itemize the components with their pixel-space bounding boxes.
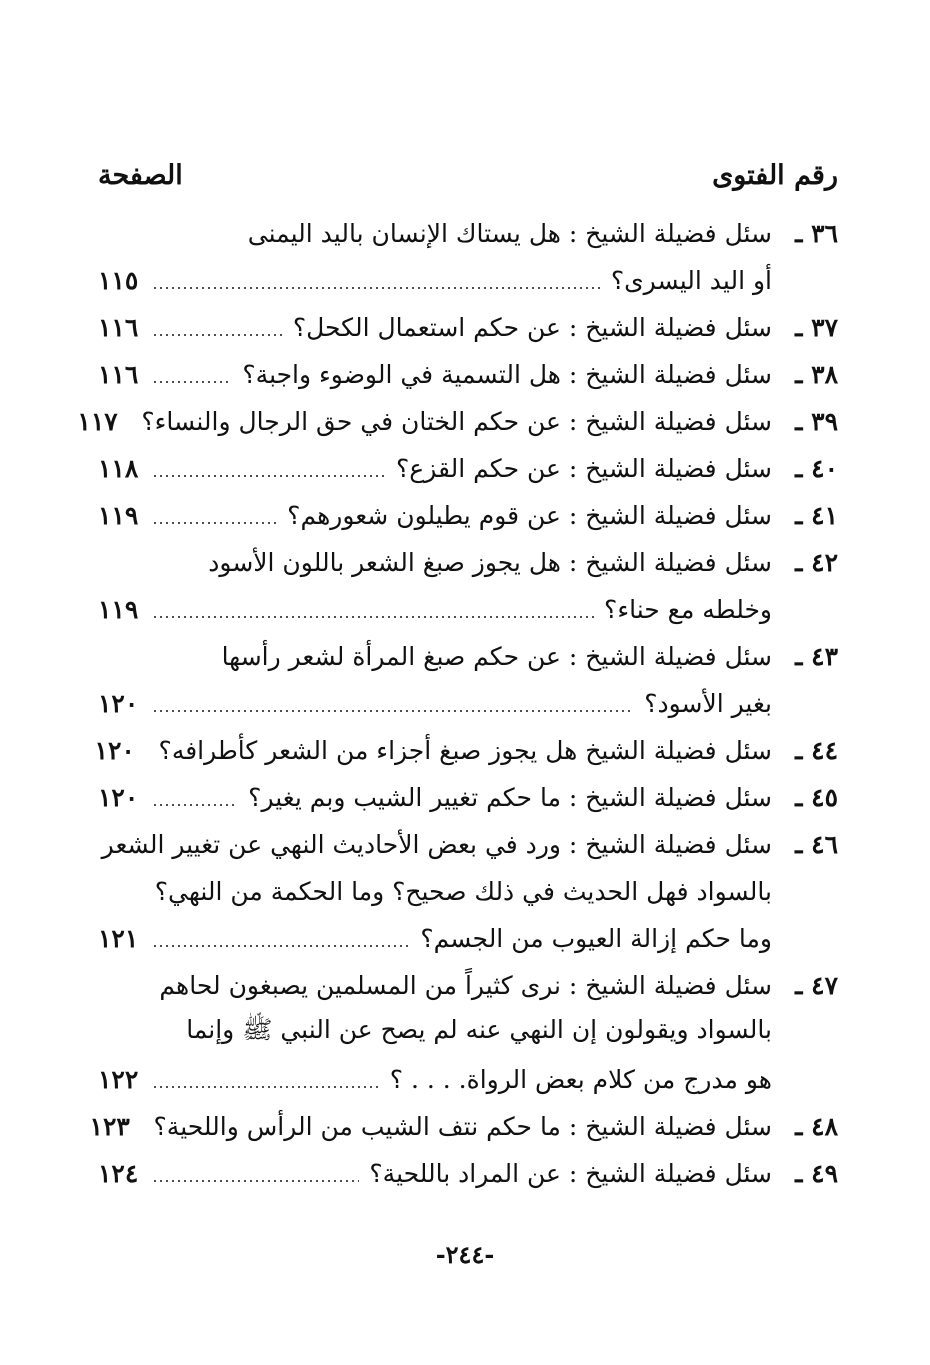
dot-leader	[152, 945, 410, 947]
fatwa-question-text: سئل فضيلة الشيخ : ورد في بعض الأحاديث النهي عن تغيير الشعر	[101, 830, 772, 859]
page-reference: ١١٦	[98, 360, 139, 389]
fatwa-number: ٤٩ ـ	[795, 1159, 838, 1188]
toc-header	[98, 152, 838, 198]
page-number: -٢٤٤-	[435, 1240, 495, 1269]
fatwa-number: ٤١ ـ	[795, 501, 838, 530]
toc-entry-line	[98, 586, 838, 633]
toc-entry-line	[94, 727, 838, 774]
page-reference: ١٢٤	[98, 1159, 139, 1188]
page-reference: ١٢٢	[98, 1065, 139, 1094]
page-reference: ١١٨	[98, 454, 139, 483]
dot-leader	[152, 1086, 380, 1088]
page-reference: ١١٩	[98, 595, 139, 624]
fatwa-number: ٤٨ ـ	[795, 1112, 838, 1141]
fatwa-number: ٣٧ ـ	[795, 313, 838, 342]
fatwa-question-text: سئل فضيلة الشيخ : هل التسمية في الوضوء واجبة؟	[242, 360, 772, 389]
fatwa-question-text: سئل فضيلة الشيخ : عن المراد باللحية؟	[369, 1159, 772, 1188]
fatwa-number: ٣٦ ـ	[795, 219, 838, 248]
dot-leader	[152, 710, 634, 712]
fatwa-number: ٤٤ ـ	[795, 736, 838, 765]
fatwa-question-text: أو اليد اليسرى؟	[610, 266, 772, 295]
dot-leader	[152, 616, 594, 618]
toc-entry-line	[98, 257, 838, 304]
toc-entry-line	[98, 1056, 838, 1103]
fatwa-number: ٣٨ ـ	[795, 360, 838, 389]
dot-leader	[152, 1180, 359, 1182]
toc-entry-line	[77, 398, 838, 445]
dot-leader	[152, 287, 601, 289]
toc-entry-line	[98, 1009, 838, 1056]
fatwa-question-text: سئل فضيلة الشيخ : عن قوم يطيلون شعورهم؟	[287, 501, 772, 530]
toc-entry-line	[98, 304, 838, 351]
dot-leader	[152, 475, 386, 477]
fatwa-number: ٤٧ ـ	[795, 971, 838, 1000]
toc-entry-line	[98, 915, 838, 962]
fatwa-question-text: سئل فضيلة الشيخ : عن حكم القزع؟	[396, 454, 772, 483]
toc-entry-line	[98, 821, 838, 868]
fatwa-question-text: سئل فضيلة الشيخ : عن حكم صبغ المرأة لشعر رأسها	[221, 642, 772, 671]
fatwa-question-text: سئل فضيلة الشيخ : ما حكم تغيير الشيب وبم يغير؟	[248, 783, 772, 812]
toc-entry-line	[98, 210, 838, 257]
toc-entry-line	[98, 633, 838, 680]
toc-entry-line	[89, 1103, 838, 1150]
fatwa-question-text: سئل فضيلة الشيخ : نرى كثيراً من المسلمين يصبغون لحاهم	[159, 971, 772, 1000]
page-reference: ١٢٣	[89, 1112, 130, 1141]
fatwa-number: ٤٦ ـ	[795, 830, 838, 859]
fatwa-question-text: سئل فضيلة الشيخ : هل يجوز صبغ الشعر باللون الأسود	[208, 548, 772, 577]
page-column-heading: الصفحة	[98, 159, 183, 191]
toc-entry-line	[98, 868, 838, 915]
fatwa-question-text: بالسواد فهل الحديث في ذلك صحيح؟ وما الحكمة من النهي؟	[154, 877, 772, 906]
page-reference: ١٢٠	[94, 736, 135, 765]
fatwa-question-text: بالسواد ويقولون إن النهي عنه لم يصح عن النبي ﷺ وإنما	[186, 1015, 772, 1044]
fatwa-question-text: سئل فضيلة الشيخ : عن حكم استعمال الكحل؟	[292, 313, 772, 342]
fatwa-number: ٤٣ ـ	[795, 642, 838, 671]
fatwa-number: ٤٢ ـ	[795, 548, 838, 577]
fatwa-question-text: سئل فضيلة الشيخ : عن حكم الختان في حق الرجال والنساء؟	[141, 407, 772, 436]
toc-entry-line	[98, 962, 838, 1009]
page-reference: ١٢٠	[98, 689, 139, 718]
fatwa-question-text: سئل فضيلة الشيخ هل يجوز صبغ أجزاء من الشعر كأطرافه؟	[158, 736, 772, 765]
fatwa-question-text: سئل فضيلة الشيخ : هل يستاك الإنسان باليد اليمنى	[247, 219, 772, 248]
fatwa-number-heading: رقم الفتوى	[712, 159, 838, 191]
toc-entry-line	[98, 445, 838, 492]
page-reference: ١٢٠	[98, 783, 139, 812]
fatwa-question-text: سئل فضيلة الشيخ : ما حكم نتف الشيب من الرأس واللحية؟	[153, 1112, 772, 1141]
dot-leader	[152, 804, 238, 806]
toc-entry-line	[98, 774, 838, 821]
page-reference: ١١٦	[98, 313, 139, 342]
fatwa-question-text: وما حكم إزالة العيوب من الجسم؟	[420, 924, 772, 953]
fatwa-question-text: هو مدرج من كلام بعض الرواة. . . . ؟	[389, 1065, 772, 1094]
page-reference: ١١٥	[98, 266, 139, 295]
toc-entry-line	[98, 351, 838, 398]
fatwa-number: ٣٩ ـ	[795, 407, 838, 436]
page-reference: ١١٧	[77, 407, 118, 436]
page-reference: ١٢١	[98, 924, 139, 953]
dot-leader	[152, 381, 232, 383]
fatwa-question-text: وخلطه مع حناء؟	[604, 595, 772, 624]
fatwa-number: ٤٥ ـ	[795, 783, 838, 812]
toc-entry-line	[98, 680, 838, 727]
dot-leader	[152, 334, 283, 336]
toc-entry-line	[98, 1150, 838, 1197]
toc-list	[77, 210, 838, 1197]
fatwa-question-text: بغير الأسود؟	[644, 689, 772, 718]
fatwa-number: ٤٠ ـ	[795, 454, 838, 483]
toc-entry-line	[98, 492, 838, 539]
dot-leader	[152, 522, 277, 524]
page-reference: ١١٩	[98, 501, 139, 530]
toc-entry-line	[98, 539, 838, 586]
